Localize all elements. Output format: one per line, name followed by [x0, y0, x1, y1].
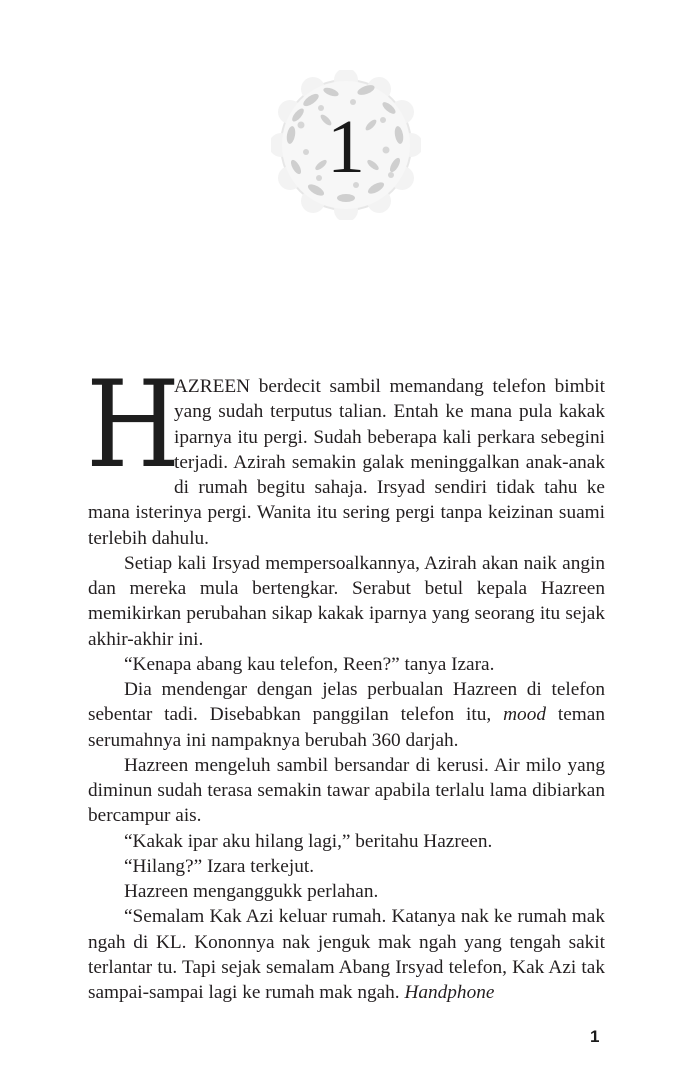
page-number: 1	[590, 1027, 600, 1046]
paragraph	[88, 677, 605, 753]
paragraph	[88, 904, 605, 1005]
drop-cap: H	[86, 356, 181, 495]
paragraph: “Kakak ipar aku hilang lagi,” beritahu Hazreen.	[124, 830, 493, 852]
paragraph: Hazreen menganggukk perlahan.	[124, 881, 379, 902]
chapter-body	[86, 356, 605, 1005]
chapter-medallion	[271, 70, 421, 220]
paragraph-text: teman serumahnya ini nampaknya berubah 360 darjah.	[88, 704, 605, 751]
chapter-number: 1	[327, 105, 365, 189]
paragraph: Setiap kali Irsyad mempersoalkannya, Azirah akan naik angin dan mereka mula bertengkar. Serabut betul kepala Hazreen memikirkan perubahan sikap kakak iparnya yang seorang itu sejak akhir-akhir ini.	[88, 552, 605, 650]
paragraph: Hazreen mengeluh sambil bersandar di kerusi. Air milo yang diminun sudah terasa semakin tawar apabila terlalu lama dibiarkan bercampur ais.	[88, 754, 605, 827]
paragraph: “Kenapa abang kau telefon, Reen?” tanya Izara.	[124, 653, 495, 675]
paragraph-text: “Semalam Kak Azi keluar rumah. Katanya nak ke rumah mak ngah di KL. Kononnya nak jenguk mak ngah yang tengah sakit terlantar tu. Tapi sejak semalam Abang Irsyad telefon, Kak Azi tak sampai-sampai lagi ke rumah mak ngah.	[88, 906, 605, 1003]
paragraph-text: Dia mendengar dengan jelas perbualan Hazreen di telefon sebentar tadi. Disebabkan panggilan telefon itu,	[88, 679, 605, 726]
paragraph-text: AZREEN berdecit sambil memandang telefon bimbit yang sudah terputus talian. Entah ke mana pula kakak iparnya itu pergi. Sudah beberapa kali perkara sebegini terjadi. Azirah semakin galak meninggalkan anak-anak di rumah begitu sahaja. Irsyad sendiri tidak tahu ke mana isterinya pergi. Wanita itu sering pergi tanpa keizinan suami terlebih dahulu.	[88, 376, 605, 549]
paragraph	[86, 356, 605, 551]
paragraph: “Hilang?” Izara terkejut.	[124, 855, 315, 877]
italic-word: mood	[503, 704, 546, 726]
italic-word: Handphone	[404, 982, 495, 1003]
